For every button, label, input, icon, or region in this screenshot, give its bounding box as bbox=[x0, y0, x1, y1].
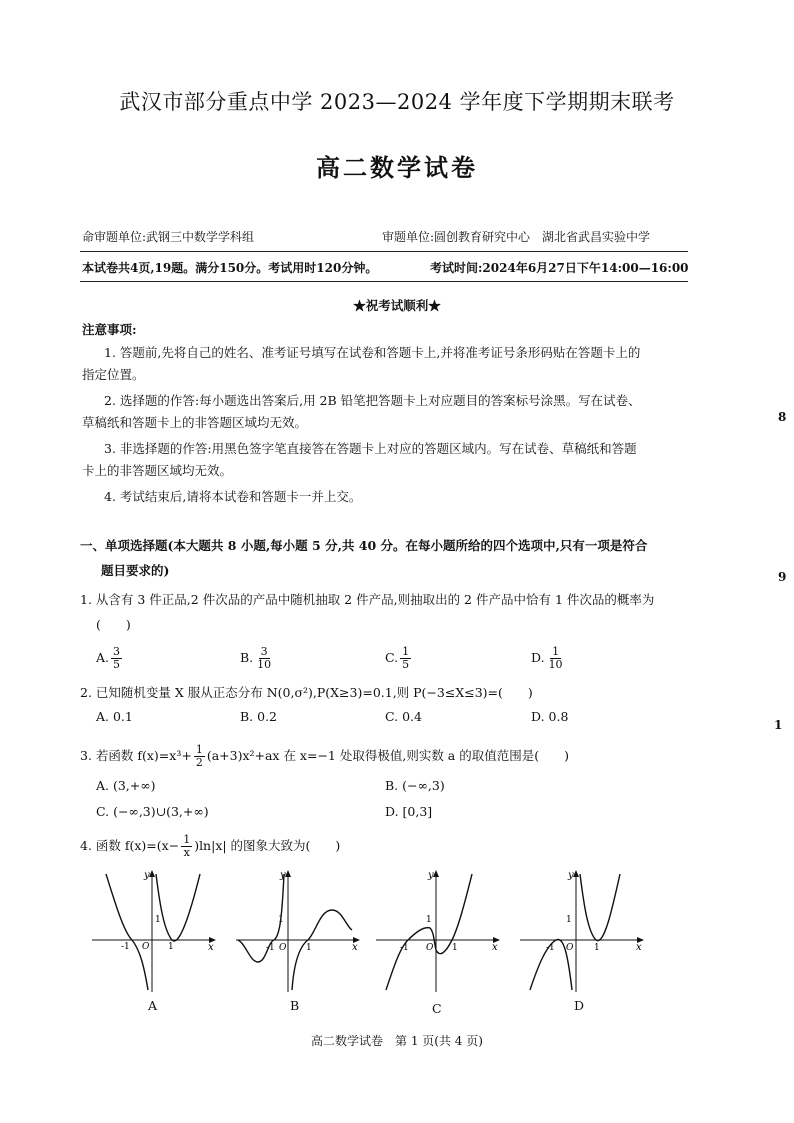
y-label: y bbox=[280, 870, 286, 881]
graph-a-label: A bbox=[148, 998, 158, 1013]
tick-m1: -1 bbox=[121, 942, 130, 952]
notes-heading: 注意事项: bbox=[82, 322, 137, 337]
q2-option-a: A. 0.1 bbox=[96, 709, 133, 724]
q1-option-d: D. $\frac{1}{10}$ bbox=[531, 645, 563, 671]
note-1b: 指定位置。 bbox=[82, 367, 145, 382]
tick-1-y: 1 bbox=[566, 915, 572, 925]
q3-option-d: D. [0,3] bbox=[385, 804, 433, 819]
tick-m1: -1 bbox=[400, 943, 409, 953]
exam-title: 武汉市部分重点中学 2023—2024 学年度下学期期末联考 bbox=[119, 90, 675, 114]
q3-option-a: A. (3,+∞) bbox=[96, 778, 156, 793]
tick-m1: -1 bbox=[546, 943, 555, 953]
question-4-stem: 4. 函数 f(x)=(x− $\frac{1}{x}$ )ln|x| 的图象大致为( ) bbox=[80, 833, 341, 859]
tick-1-y: 1 bbox=[426, 915, 432, 925]
tick-1-x: 1 bbox=[594, 943, 600, 953]
q1-option-b: B. $\frac{3}{10}$ bbox=[240, 645, 272, 671]
margin-mark: 9 bbox=[778, 570, 787, 584]
q3-option-b: B. (−∞,3) bbox=[385, 778, 445, 793]
x-label: x bbox=[208, 942, 214, 953]
note-2a: 2. 选择题的作答:每小题选出答案后,用 2B 铅笔把答题卡上对应题目的答案标号涂黑。写在试卷、 bbox=[104, 393, 641, 408]
paper-subtitle: 高二数学试卷 bbox=[316, 153, 478, 182]
q2-option-c: C. 0.4 bbox=[385, 709, 422, 724]
divider-top bbox=[80, 251, 688, 252]
tick-1-y: 1 bbox=[155, 915, 161, 925]
tick-1-x: 1 bbox=[452, 943, 458, 953]
question-1-paren: ( ) bbox=[96, 617, 131, 632]
exam-info: 本试卷共4页,19题。满分150分。考试用时120分钟。 bbox=[82, 261, 378, 275]
graph-c-label: C bbox=[432, 1001, 442, 1016]
question-2-stem: 2. 已知随机变量 X 服从正态分布 N(0,σ²),P(X≥3)=0.1,则 P(−3≤X≤3)=( ) bbox=[80, 685, 533, 700]
graph-c bbox=[372, 866, 504, 996]
tick-m1: -1 bbox=[266, 943, 275, 953]
reviewer-unit: 审题单位:圆创教育研究中心 湖北省武昌实验中学 bbox=[382, 230, 651, 244]
x-label: x bbox=[492, 942, 498, 953]
note-1a: 1. 答题前,先将自己的姓名、准考证号填写在试卷和答题卡上,并将准考证号条形码贴在答题卡上的 bbox=[104, 345, 641, 360]
setter-unit: 命审题单位:武钢三中数学学科组 bbox=[82, 230, 255, 244]
q3-option-c: C. (−∞,3)∪(3,+∞) bbox=[96, 804, 209, 819]
tick-1-y: 1 bbox=[278, 915, 284, 925]
x-label: x bbox=[352, 942, 358, 953]
y-label: y bbox=[428, 870, 434, 881]
question-1-stem: 1. 从含有 3 件正品,2 件次品的产品中随机抽取 2 件产品,则抽取出的 2 件产品中恰有 1 件次品的概率为 bbox=[80, 592, 655, 607]
origin: O bbox=[279, 943, 287, 953]
section-heading: 一、单项选择题(本大题共 8 小题,每小题 5 分,共 40 分。在每小题所给的四个选项中,只有一项是符合 bbox=[80, 538, 648, 553]
q1-option-a: A. $\frac{3}{5}$ bbox=[96, 645, 121, 671]
margin-mark: 1 bbox=[774, 718, 783, 732]
wish-line: ★祝考试顺利★ bbox=[353, 298, 441, 313]
y-label: y bbox=[144, 870, 150, 881]
tick-1-x: 1 bbox=[168, 942, 174, 952]
note-3b: 卡上的非答题区域均无效。 bbox=[82, 463, 233, 478]
origin: O bbox=[142, 942, 150, 952]
y-label: y bbox=[568, 870, 574, 881]
note-4: 4. 考试结束后,请将本试卷和答题卡一并上交。 bbox=[104, 489, 362, 504]
q1-option-c: C. $\frac{1}{5}$ bbox=[385, 645, 410, 671]
section-heading-cont: 题目要求的) bbox=[101, 563, 170, 578]
x-label: x bbox=[636, 942, 642, 953]
graph-b-label: B bbox=[290, 998, 300, 1013]
margin-mark: 8 bbox=[778, 410, 787, 424]
note-2b: 草稿纸和答题卡上的非答题区域均无效。 bbox=[82, 415, 308, 430]
note-3a: 3. 非选择题的作答:用黑色签字笔直接答在答题卡上对应的答题区域内。写在试卷、草稿纸和答题 bbox=[104, 441, 637, 456]
graph-a bbox=[88, 866, 220, 996]
page-footer: 高二数学试卷 第 1 页(共 4 页) bbox=[311, 1034, 483, 1048]
origin: O bbox=[426, 943, 434, 953]
q2-option-d: D. 0.8 bbox=[531, 709, 569, 724]
graph-d-label: D bbox=[574, 998, 585, 1013]
exam-time: 考试时间:2024年6月27日下午14:00—16:00 bbox=[430, 261, 689, 275]
question-3-stem: 3. 若函数 f(x)=x³+ $\frac{1}{2}$ (a+3)x²+ax 在 x=−1 处取得极值,则实数 a 的取值范围是( ) bbox=[80, 743, 569, 769]
tick-1-x: 1 bbox=[306, 943, 312, 953]
divider-bottom bbox=[80, 281, 688, 282]
graph-b bbox=[232, 866, 364, 996]
q2-option-b: B. 0.2 bbox=[240, 709, 278, 724]
graph-d bbox=[516, 866, 648, 996]
origin: O bbox=[566, 943, 574, 953]
